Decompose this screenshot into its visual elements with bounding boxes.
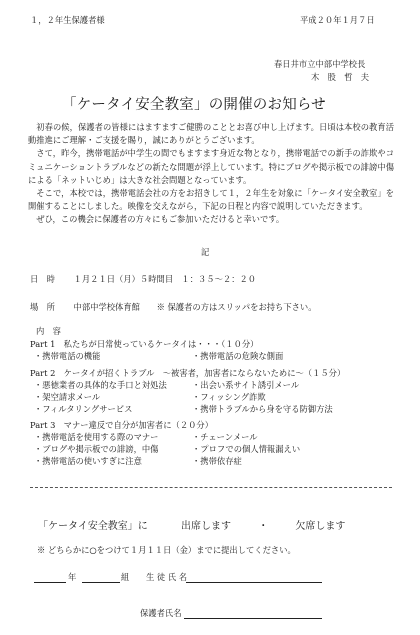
part3-item: ・チェーンメール [192,432,258,442]
recipient: １，２年生保護者様 [30,15,105,25]
schedule-label: 日 時 [30,274,55,284]
invitation-paragraph: ぜひ，この機会に保護者の方々にもご参加いただけると幸いです。 [36,214,285,225]
attend-option[interactable]: 出席します [181,521,231,532]
grade-label: 年 [68,572,77,582]
class-blank[interactable] [82,582,120,583]
part3-item: ・ブログや掲示板での誹謗，中傷 [34,444,159,454]
part2-item: ・出会い系サイト誘引メール [192,380,300,390]
place-value: 中部中学校体育館 [73,302,140,312]
class-label: 組 [121,572,130,582]
guardian-name-label: 保護者氏名 [140,608,182,618]
part3-heading: Part 3 マナー違反で自分が加害者に（２０分） [30,420,214,430]
reply-choice-row [38,520,345,533]
part2-item: ・フィッシング詐欺 [192,392,266,402]
part2-heading: Part 2 ケータイが招くトラブル ～被害者，加害者にならないために～（１５分） [30,368,346,378]
part1-heading: Part 1 私たちが日常使っているケータイは・・・（１０分） [30,339,259,349]
schedule-row [30,274,256,285]
issue-date: 平成２０年１月７日 [300,15,375,25]
place-row [30,302,317,313]
cut-line [30,487,392,488]
part2-item: ・フィルタリングサービス [34,404,133,414]
place-label: 場 所 [30,302,55,312]
page-title: 「ケータイ安全教室」の開催のお知らせ [62,97,326,113]
grade-blank[interactable] [34,582,66,583]
schedule-value: １月２１日（月）５時間目 １：３５～２：２０ [73,274,257,284]
announcement-paragraph: そこで，本校では，携帯電話会社の方をお招きして１，２年生を対象に「ケータイ安全教室」を開催することにしました。映像を交えながら，下記の日程と内容で説明していただきます。 [28,188,394,212]
part1-item: ・携帯電話の危険な側面 [192,351,284,361]
part1-item: ・携帯電話の機能 [34,351,101,361]
absent-option[interactable]: 欠席します [295,521,346,532]
background-paragraph: さて，昨今，携帯電話が中学生の間でもますます身近な物となり，携帯電話での新手の詐欺やコミュニケーショントラブルなどの新たな問題が浮上しています。特にブログや掲示板での誹謗中傷による「ネットいじめ」は大きな社会問題となっています。 [28,148,394,185]
notice-body [28,121,394,227]
part3-item: ・携帯電話を使用する際のマナー [34,432,159,442]
student-name-label: 生 徒 氏 名 [146,572,188,582]
principal-name: 木 股 哲 夫 [311,72,370,82]
reply-event-label: 「ケータイ安全教室」に [38,521,148,532]
greeting-paragraph: 初春の候，保護者の皆様にはますますご健勝のこととお喜び申し上げます。日頃は本校の教育活動推進にご理解・ご支援を賜り，誠にありがとうございます。 [28,122,394,146]
part2-item: ・悪徳業者の具体的な手口と対処法 [34,380,167,390]
contents-label: 内 容 [36,326,61,336]
part2-item: ・架空請求メール [34,392,101,402]
guardian-name-blank[interactable] [184,618,322,619]
part3-item: ・携帯依存症 [192,456,242,466]
part2-item: ・携帯トラブルから身を守る防御方法 [192,404,333,414]
school-name: 春日井市立中部中学校長 [274,59,366,69]
reply-instruction: ※ どちらかに○をつけて１月１１日（金）までに提出してください。 [37,545,296,555]
ki-heading: 記 [201,247,210,257]
part3-item: ・携帯電話の使いすぎに注意 [34,456,142,466]
part3-item: ・プロフでの個人情報漏えい [192,444,301,454]
place-note: ※ 保護者の方はスリッパをお持ち下さい。 [156,302,317,312]
choice-separator: ・ [258,521,269,532]
student-name-blank[interactable] [186,582,322,583]
